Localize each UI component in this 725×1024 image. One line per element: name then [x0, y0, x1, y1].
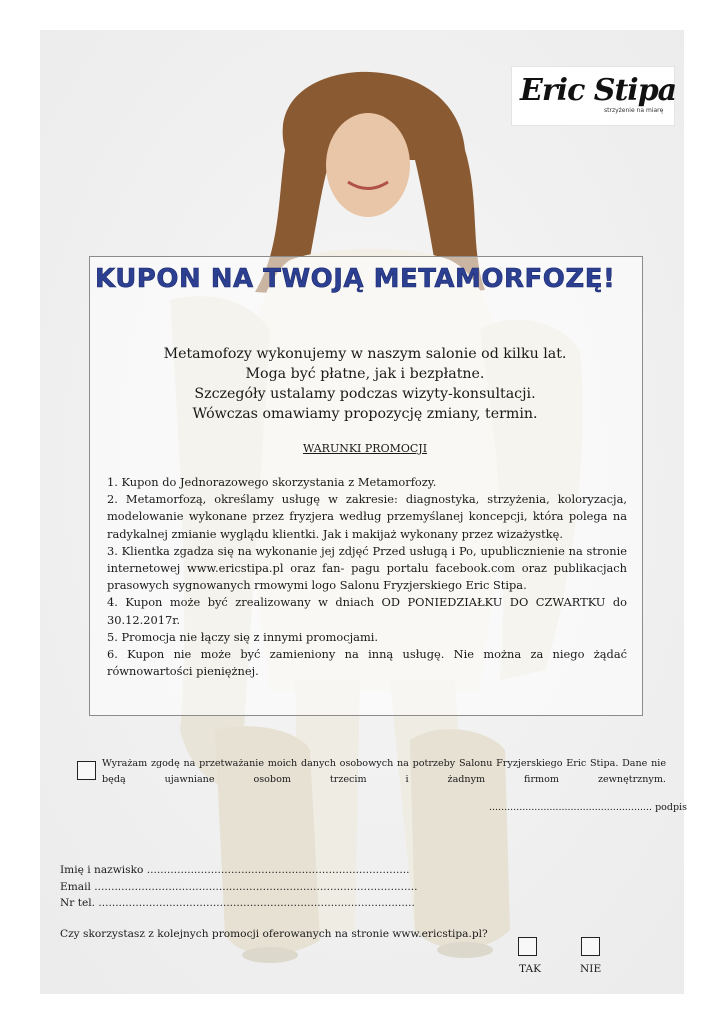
term-item: 5. Promocja nie łączy się z innymi promocjami.	[107, 629, 379, 644]
promo-question: Czy skorzystasz z kolejnych promocji oferowanych na stronie www.ericstipa.pl?	[60, 928, 488, 940]
term-item: 6. Kupon nie może być zamieniony na inną usługę. Nie można za niego żądać równowartości pieniężnej.	[107, 647, 627, 679]
yes-label: TAK	[519, 963, 542, 975]
term-item: 1. Kupon do Jednorazowego skorzystania z Metamorfozy.	[107, 475, 437, 489]
no-checkbox[interactable]	[581, 937, 600, 956]
consent-checkbox[interactable]	[77, 761, 96, 780]
intro-line: Moga być płatne, jak i bezpłatne.	[245, 366, 485, 382]
no-label: NIE	[580, 963, 602, 975]
intro-line: Wówczas omawiamy propozycję zmiany, termin.	[192, 406, 538, 422]
terms-heading: WARUNKI PROMOCJI	[302, 442, 428, 455]
phone-field[interactable]: Nr tel. ..............................................................................................	[60, 897, 415, 909]
yes-checkbox[interactable]	[518, 937, 537, 956]
logo-tagline: strzyżenie na miarę	[604, 107, 664, 114]
coupon-intro	[100, 344, 630, 424]
intro-line: Szczegóły ustalamy podczas wizyty-konsultacji.	[194, 386, 536, 402]
brand-logo	[511, 66, 675, 126]
coupon-title: KUPON NA TWOJĄ METAMORFOZĘ!	[95, 264, 616, 294]
contact-form	[60, 862, 418, 912]
terms-list	[107, 474, 627, 680]
term-item: 4. Kupon może być zrealizowany w dniach OD PONIEDZIAŁKU DO CZWARTKU do 30.12.2017r.	[107, 595, 627, 627]
email-field[interactable]: Email ................................................................................................	[60, 880, 418, 893]
intro-line: Metamofozy wykonujemy w naszym salonie od kilku lat.	[163, 346, 567, 362]
term-item: 3. Klientka zgadza się na wykonanie jej zdjęć Przed usługą i Po, upublicznienie na stronie internetowej www.ericstipa.pl oraz fan- pagu portalu facebook.com oraz publikacjach prasowych sygnowanych rmowymi logo Salonu Fryzjerskiego Eric Stipa.	[107, 543, 627, 593]
logo-wordmark: Eric Stipa	[520, 73, 677, 108]
term-item: 2. Metamorfozą, określamy usługę w zakresie: diagnostyka, strzyżenia, koloryzacja, modelowanie wykonane przez fryzjera według przemyślanej koncepcji, która polega na radykalnej zmianie wyglądu klientki. Jak i makijaż wykonany przez wizażystkę.	[107, 492, 627, 541]
signature-line: ...................................................... podpis	[489, 802, 687, 813]
consent-text: Wyrażam zgodę na przetważanie moich danych osobowych na potrzeby Salonu Fryzjerskiego Eric Stipa. Dane nie będą ujawniane osobom trzecim i żadnym firmom zewnętrznym.	[102, 758, 666, 785]
name-field[interactable]: Imię i nazwisko ..............................................................................	[60, 864, 410, 876]
